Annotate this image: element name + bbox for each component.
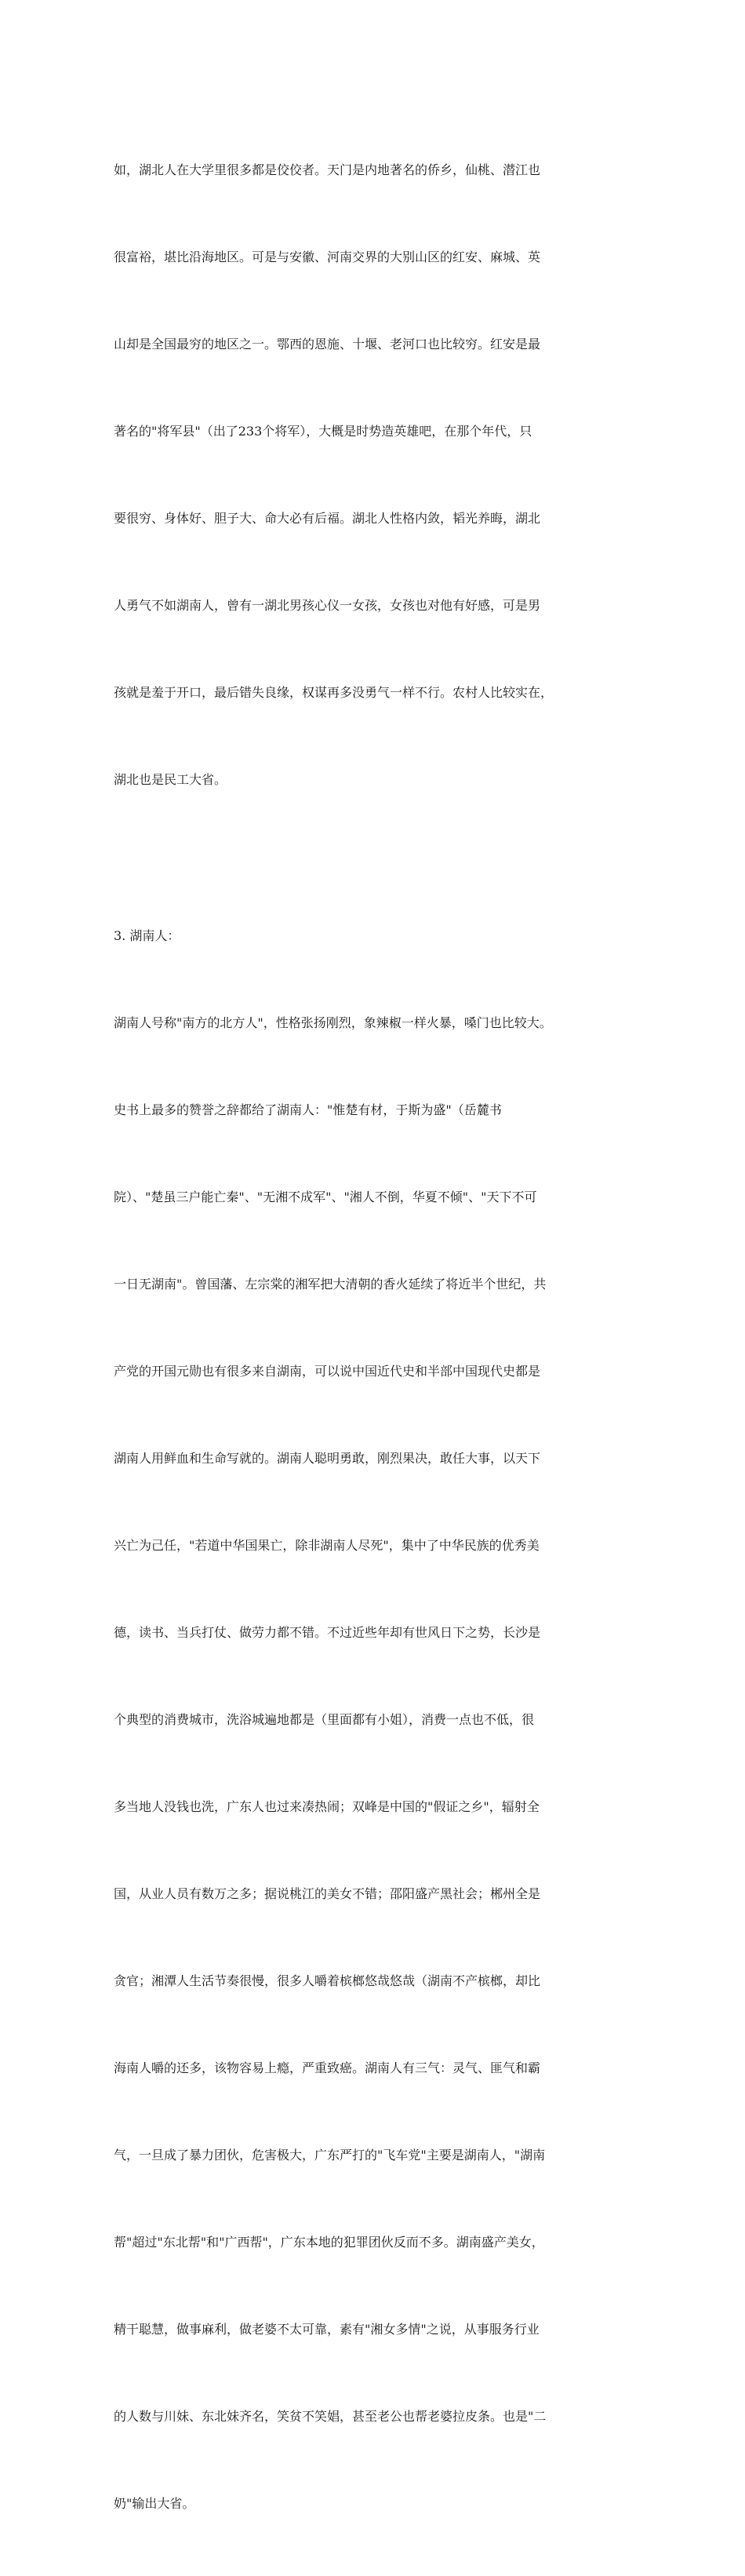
text-line: 著名的"将军县"（出了233个将军），大概是时势造英雄吧，在那个年代，只	[114, 424, 532, 439]
text-line: 院）、"楚虽三户能亡秦"、"无湘不成军"、"湘人不倒，华夏不倾"、"天下不可	[114, 1190, 537, 1204]
section-heading: 3. 湖南人：	[114, 928, 180, 943]
text-line: 湖南人号称"南方的北方人"，性格张扬刚烈，象辣椒一样火暴，嗓门也比较大。	[114, 1015, 552, 1030]
paragraph-hubei	[114, 97, 631, 852]
text-line: 奶"输出大省。	[114, 2496, 195, 2511]
text-line: 产党的开国元勋也有很多来自湖南，可以说中国近代史和半部中国现代史都是	[114, 1364, 541, 1379]
text-line: 贪官；湘潭人生活节奏很慢，很多人嚼着槟榔悠哉悠哉（湖南不产槟榔，却比	[114, 1973, 541, 1988]
text-line: 如，湖北人在大学里很多都是佼佼者。天门是内地著名的侨乡，仙桃、潜江也	[114, 162, 541, 177]
text-line: 人勇气不如湖南人，曾有一湖北男孩心仪一女孩，女孩也对他有好感，可是男	[114, 598, 541, 613]
text-line: 孩就是羞于开口，最后错失良缘，权谋再多没勇气一样不行。农村人比较实在，	[114, 685, 554, 700]
text-line: 帮"超过"东北帮"和"广西帮"，广东本地的犯罪团伙反而不多。湖南盛产美女，	[114, 2235, 544, 2250]
text-line: 兴亡为己任，"若道中华国果亡，除非湖南人尽死"，集中了中华民族的优秀美	[114, 1538, 540, 1553]
section-hunan	[114, 863, 631, 2576]
text-line: 要很穷、身体好、胆子大、命大必有后福。湖北人性格内敛，韬光养晦，湖北	[114, 511, 541, 526]
text-line: 德，读书、当兵打仗、做劳力都不错。不过近些年却有世风日下之势，长沙是	[114, 1625, 541, 1640]
text-line: 个典型的消费城市，洗浴城遍地都是（里面都有小姐），消费一点也不低，很	[114, 1712, 535, 1727]
text-line: 史书上最多的赞誉之辞都给了湖南人："惟楚有材，于斯为盛"（岳麓书	[114, 1102, 502, 1117]
text-line: 多当地人没钱也洗，广东人也过来凑热闹；双峰是中国的"假证之乡"，辐射全	[114, 1799, 540, 1814]
paragraph-gap	[114, 852, 631, 863]
text-line: 精干聪慧，做事麻利，做老婆不太可靠，素有"湘女多情"之说，从事服务行业	[114, 2322, 540, 2337]
text-line: 气，一旦成了暴力团伙，危害极大，广东严打的"飞车党"主要是湖南人，"湖南	[114, 2148, 546, 2162]
document-page	[114, 97, 631, 2576]
text-line: 湖北也是民工大省。	[114, 772, 227, 787]
text-line: 湖南人用鲜血和生命写就的。湖南人聪明勇敢，刚烈果决，敢任大事，以天下	[114, 1451, 541, 1466]
text-line: 山却是全国最穷的地区之一。鄂西的恩施、十堰、老河口也比较穷。红安是最	[114, 337, 541, 352]
text-line: 国，从业人员有数万之多；据说桃江的美女不错；邵阳盛产黑社会；郴州全是	[114, 1886, 541, 1901]
text-line: 的人数与川妹、东北妹齐名，笑贫不笑娼，甚至老公也帮老婆拉皮条。也是"二	[114, 2409, 547, 2424]
text-line: 很富裕，堪比沿海地区。可是与安徽、河南交界的大别山区的红安、麻城、英	[114, 250, 541, 264]
text-line: 海南人嚼的还多，该物容易上瘾，严重致癌。湖南人有三气：灵气、匪气和霸	[114, 2060, 541, 2075]
text-line: 一日无湖南"。曾国藩、左宗棠的湘军把大清朝的香火延续了将近半个世纪，共	[114, 1277, 547, 1292]
